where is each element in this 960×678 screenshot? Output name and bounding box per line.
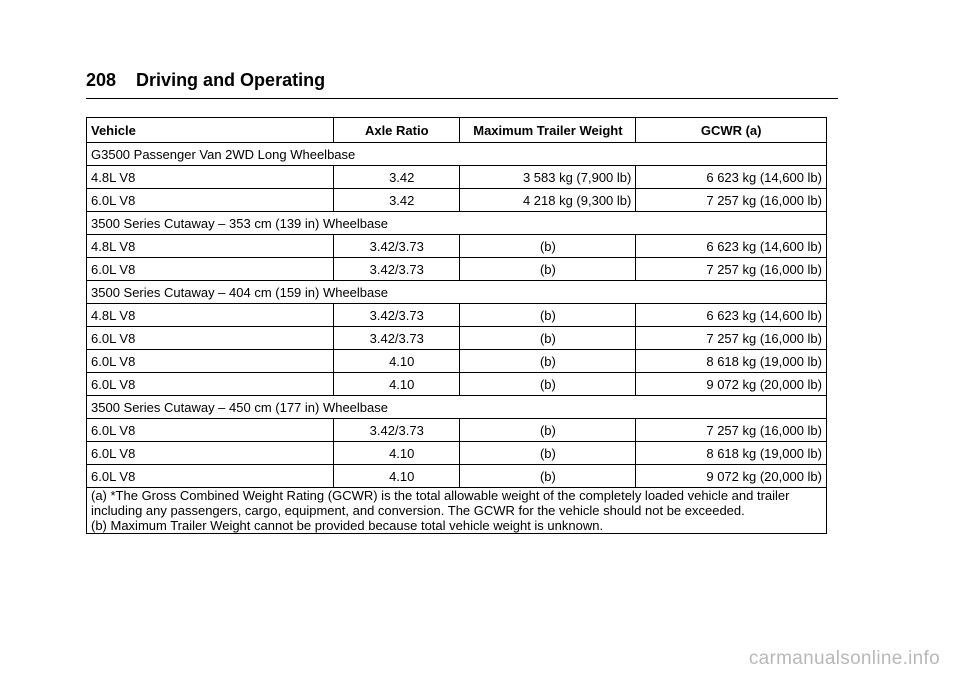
cell-gcwr: 8 618 kg (19,000 lb) <box>636 350 827 373</box>
group-heading: 3500 Series Cutaway – 450 cm (177 in) Wheelbase <box>87 396 827 419</box>
cell-max-trailer-weight: 4 218 kg (9,300 lb) <box>460 189 636 212</box>
group-heading: G3500 Passenger Van 2WD Long Wheelbase <box>87 143 827 166</box>
cell-max-trailer-weight: 3 583 kg (7,900 lb) <box>460 166 636 189</box>
group-heading: 3500 Series Cutaway – 404 cm (159 in) Wheelbase <box>87 281 827 304</box>
table-row <box>87 350 827 373</box>
cell-axle-ratio: 4.10 <box>334 373 460 396</box>
page-header <box>86 70 838 99</box>
cell-gcwr: 6 623 kg (14,600 lb) <box>636 166 827 189</box>
table-notes <box>87 488 827 534</box>
table-row <box>87 304 827 327</box>
table-row <box>87 373 827 396</box>
cell-gcwr: 7 257 kg (16,000 lb) <box>636 327 827 350</box>
cell-vehicle: 6.0L V8 <box>87 327 334 350</box>
table-row <box>87 235 827 258</box>
column-header-vehicle: Vehicle <box>87 118 334 143</box>
cell-max-trailer-weight: (b) <box>460 235 636 258</box>
cell-vehicle: 4.8L V8 <box>87 304 334 327</box>
cell-vehicle: 4.8L V8 <box>87 166 334 189</box>
cell-max-trailer-weight: (b) <box>460 304 636 327</box>
table-body <box>87 143 827 488</box>
page-title: Driving and Operating <box>136 70 326 90</box>
cell-gcwr: 6 623 kg (14,600 lb) <box>636 304 827 327</box>
cell-gcwr: 8 618 kg (19,000 lb) <box>636 442 827 465</box>
cell-axle-ratio: 3.42/3.73 <box>334 235 460 258</box>
column-header-axle-ratio: Axle Ratio <box>334 118 460 143</box>
table-row <box>87 327 827 350</box>
cell-max-trailer-weight: (b) <box>460 465 636 488</box>
cell-gcwr: 7 257 kg (16,000 lb) <box>636 258 827 281</box>
table-row <box>87 258 827 281</box>
column-header-max-trailer-weight: Maximum Trailer Weight <box>460 118 636 143</box>
cell-vehicle: 6.0L V8 <box>87 419 334 442</box>
group-row <box>87 143 827 166</box>
group-heading: 3500 Series Cutaway – 353 cm (139 in) Wheelbase <box>87 212 827 235</box>
cell-axle-ratio: 3.42/3.73 <box>334 304 460 327</box>
cell-vehicle: 4.8L V8 <box>87 235 334 258</box>
group-row <box>87 212 827 235</box>
cell-axle-ratio: 3.42 <box>334 189 460 212</box>
cell-gcwr: 7 257 kg (16,000 lb) <box>636 189 827 212</box>
group-row <box>87 281 827 304</box>
cell-axle-ratio: 3.42 <box>334 166 460 189</box>
cell-axle-ratio: 4.10 <box>334 350 460 373</box>
group-row <box>87 396 827 419</box>
footnote-b: (b) Maximum Trailer Weight cannot be provided because total vehicle weight is unknown. <box>91 518 604 533</box>
cell-vehicle: 6.0L V8 <box>87 465 334 488</box>
table-row <box>87 442 827 465</box>
cell-axle-ratio: 3.42/3.73 <box>334 258 460 281</box>
trailer-weight-table <box>86 117 827 534</box>
watermark: carmanualsonline.info <box>748 648 940 669</box>
cell-axle-ratio: 4.10 <box>334 442 460 465</box>
table-header-row <box>87 118 827 143</box>
cell-max-trailer-weight: (b) <box>460 373 636 396</box>
column-header-gcwr: GCWR (a) <box>636 118 827 143</box>
table-row <box>87 189 827 212</box>
page-number: 208 <box>86 70 117 90</box>
cell-max-trailer-weight: (b) <box>460 258 636 281</box>
cell-gcwr: 7 257 kg (16,000 lb) <box>636 419 827 442</box>
cell-gcwr: 6 623 kg (14,600 lb) <box>636 235 827 258</box>
footnote-a: (a) *The Gross Combined Weight Rating (GCWR) is the total allowable weight of the completely loaded vehicle and trailer including any passengers, cargo, equipment, and conversion. The GCWR for the vehicle should not be exceeded. <box>91 488 790 518</box>
cell-vehicle: 6.0L V8 <box>87 373 334 396</box>
cell-axle-ratio: 3.42/3.73 <box>334 419 460 442</box>
cell-vehicle: 6.0L V8 <box>87 350 334 373</box>
cell-gcwr: 9 072 kg (20,000 lb) <box>636 373 827 396</box>
cell-max-trailer-weight: (b) <box>460 442 636 465</box>
table-row <box>87 166 827 189</box>
cell-vehicle: 6.0L V8 <box>87 442 334 465</box>
table-row <box>87 419 827 442</box>
cell-axle-ratio: 3.42/3.73 <box>334 327 460 350</box>
cell-vehicle: 6.0L V8 <box>87 189 334 212</box>
cell-axle-ratio: 4.10 <box>334 465 460 488</box>
cell-vehicle: 6.0L V8 <box>87 258 334 281</box>
cell-max-trailer-weight: (b) <box>460 350 636 373</box>
table-row <box>87 465 827 488</box>
cell-max-trailer-weight: (b) <box>460 419 636 442</box>
table-notes-row <box>87 488 827 534</box>
cell-max-trailer-weight: (b) <box>460 327 636 350</box>
cell-gcwr: 9 072 kg (20,000 lb) <box>636 465 827 488</box>
